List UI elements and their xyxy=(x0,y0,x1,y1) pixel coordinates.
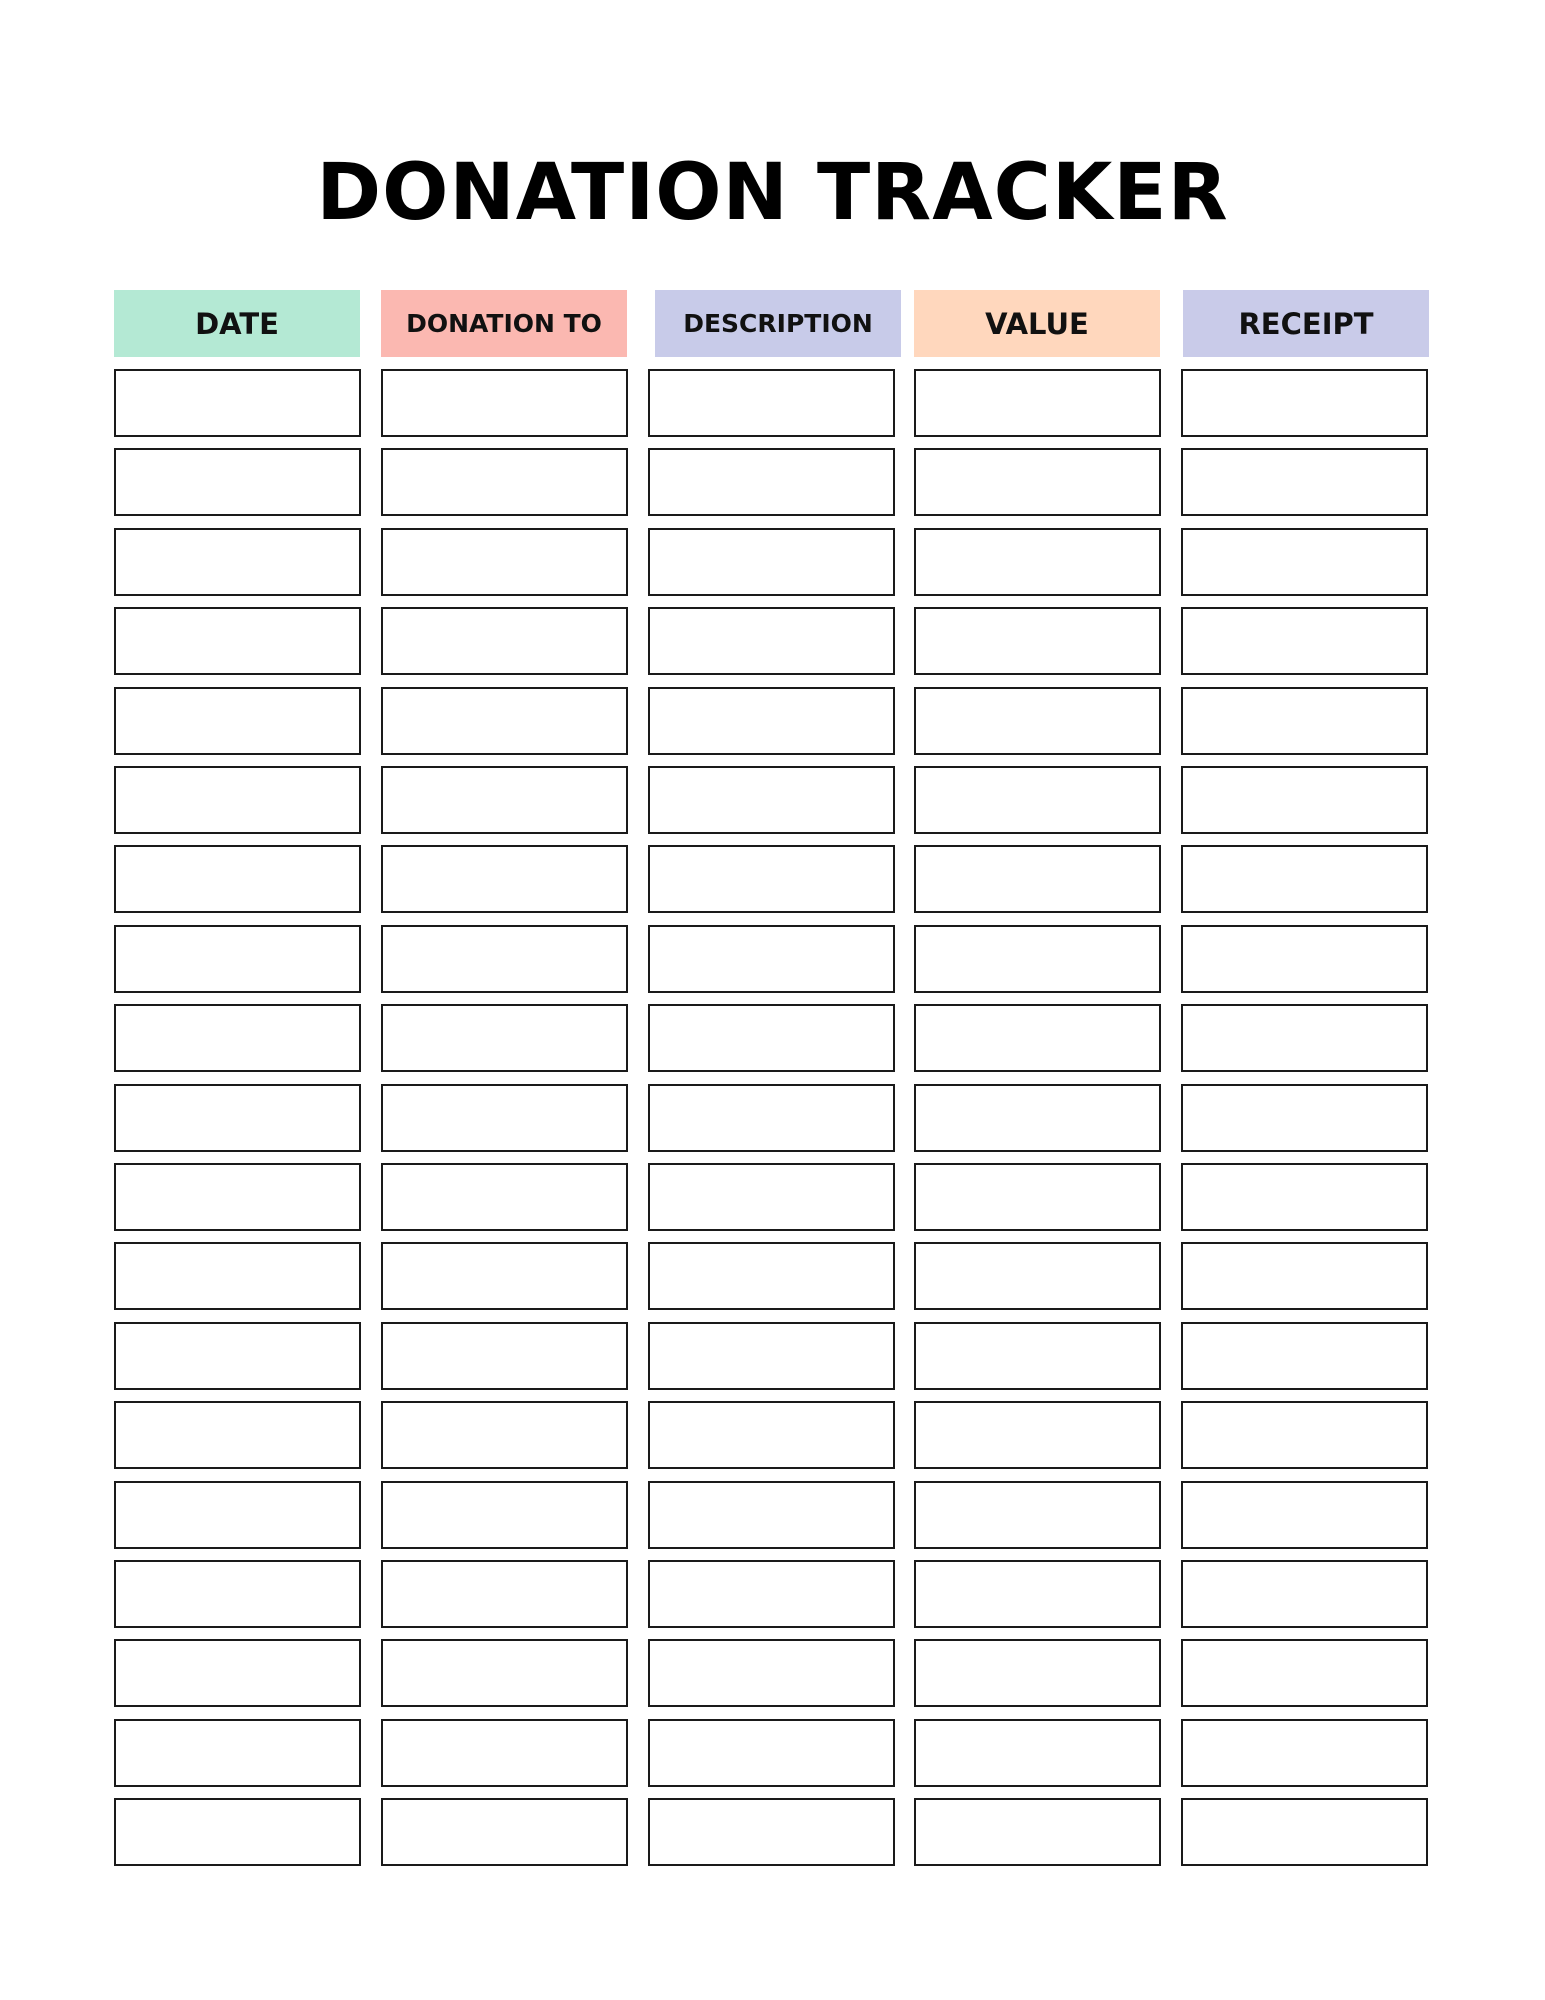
cell-receipt[interactable] xyxy=(1181,369,1428,437)
cell-receipt[interactable] xyxy=(1181,1084,1428,1152)
cell-value[interactable] xyxy=(914,845,1161,913)
cell-donation-to[interactable] xyxy=(381,1084,628,1152)
cell-date[interactable] xyxy=(114,448,361,516)
cell-value[interactable] xyxy=(914,369,1161,437)
cell-value[interactable] xyxy=(914,1719,1161,1787)
cell-value[interactable] xyxy=(914,925,1161,993)
column-header-date xyxy=(114,290,360,357)
cell-donation-to[interactable] xyxy=(381,369,628,437)
cell-value[interactable] xyxy=(914,1242,1161,1310)
cell-date[interactable] xyxy=(114,766,361,834)
cell-date[interactable] xyxy=(114,1481,361,1549)
cell-date[interactable] xyxy=(114,687,361,755)
cell-receipt[interactable] xyxy=(1181,1242,1428,1310)
cell-date[interactable] xyxy=(114,528,361,596)
cell-date[interactable] xyxy=(114,1639,361,1707)
cell-value[interactable] xyxy=(914,1481,1161,1549)
cell-value[interactable] xyxy=(914,1560,1161,1628)
cell-receipt[interactable] xyxy=(1181,1481,1428,1549)
cell-description[interactable] xyxy=(648,1242,895,1310)
cell-value[interactable] xyxy=(914,1639,1161,1707)
cell-receipt[interactable] xyxy=(1181,766,1428,834)
cell-donation-to[interactable] xyxy=(381,528,628,596)
cell-donation-to[interactable] xyxy=(381,1481,628,1549)
cell-date[interactable] xyxy=(114,1163,361,1231)
cell-receipt[interactable] xyxy=(1181,607,1428,675)
cell-value[interactable] xyxy=(914,1798,1161,1866)
cell-donation-to[interactable] xyxy=(381,687,628,755)
cell-description[interactable] xyxy=(648,1401,895,1469)
cell-date[interactable] xyxy=(114,1560,361,1628)
column-header-label: DONATION TO xyxy=(406,309,602,338)
cell-donation-to[interactable] xyxy=(381,1322,628,1390)
cell-receipt[interactable] xyxy=(1181,1004,1428,1072)
cell-description[interactable] xyxy=(648,845,895,913)
page-title: DONATION TRACKER xyxy=(316,148,1229,238)
cell-description[interactable] xyxy=(648,607,895,675)
cell-description[interactable] xyxy=(648,1639,895,1707)
column-header-label: DATE xyxy=(195,306,279,341)
cell-donation-to[interactable] xyxy=(381,1719,628,1787)
cell-receipt[interactable] xyxy=(1181,845,1428,913)
cell-receipt[interactable] xyxy=(1181,1560,1428,1628)
cell-description[interactable] xyxy=(648,766,895,834)
cell-donation-to[interactable] xyxy=(381,1163,628,1231)
cell-date[interactable] xyxy=(114,1242,361,1310)
cell-donation-to[interactable] xyxy=(381,1401,628,1469)
cell-value[interactable] xyxy=(914,607,1161,675)
cell-value[interactable] xyxy=(914,1163,1161,1231)
cell-value[interactable] xyxy=(914,448,1161,516)
cell-description[interactable] xyxy=(648,925,895,993)
cell-receipt[interactable] xyxy=(1181,448,1428,516)
cell-donation-to[interactable] xyxy=(381,1004,628,1072)
cell-value[interactable] xyxy=(914,1084,1161,1152)
cell-date[interactable] xyxy=(114,369,361,437)
cell-value[interactable] xyxy=(914,1004,1161,1072)
cell-receipt[interactable] xyxy=(1181,528,1428,596)
column-header-receipt xyxy=(1183,290,1429,357)
cell-receipt[interactable] xyxy=(1181,1322,1428,1390)
cell-donation-to[interactable] xyxy=(381,925,628,993)
column-header-label: VALUE xyxy=(985,306,1089,341)
cell-description[interactable] xyxy=(648,1798,895,1866)
cell-receipt[interactable] xyxy=(1181,1798,1428,1866)
cell-donation-to[interactable] xyxy=(381,1639,628,1707)
cell-receipt[interactable] xyxy=(1181,687,1428,755)
cell-donation-to[interactable] xyxy=(381,1798,628,1866)
cell-description[interactable] xyxy=(648,1163,895,1231)
cell-description[interactable] xyxy=(648,369,895,437)
cell-receipt[interactable] xyxy=(1181,1401,1428,1469)
cell-receipt[interactable] xyxy=(1181,925,1428,993)
cell-description[interactable] xyxy=(648,528,895,596)
cell-description[interactable] xyxy=(648,448,895,516)
cell-donation-to[interactable] xyxy=(381,607,628,675)
cell-description[interactable] xyxy=(648,687,895,755)
cell-description[interactable] xyxy=(648,1084,895,1152)
cell-donation-to[interactable] xyxy=(381,448,628,516)
column-header-label: RECEIPT xyxy=(1238,306,1374,341)
cell-donation-to[interactable] xyxy=(381,845,628,913)
cell-date[interactable] xyxy=(114,1004,361,1072)
cell-donation-to[interactable] xyxy=(381,1242,628,1310)
cell-description[interactable] xyxy=(648,1719,895,1787)
cell-date[interactable] xyxy=(114,1401,361,1469)
cell-date[interactable] xyxy=(114,1322,361,1390)
column-header-description xyxy=(655,290,901,357)
cell-description[interactable] xyxy=(648,1322,895,1390)
cell-donation-to[interactable] xyxy=(381,766,628,834)
cell-date[interactable] xyxy=(114,845,361,913)
cell-date[interactable] xyxy=(114,1798,361,1866)
column-header-donation-to xyxy=(381,290,627,357)
cell-date[interactable] xyxy=(114,1719,361,1787)
cell-value[interactable] xyxy=(914,1322,1161,1390)
cell-receipt[interactable] xyxy=(1181,1639,1428,1707)
cell-donation-to[interactable] xyxy=(381,1560,628,1628)
cell-receipt[interactable] xyxy=(1181,1719,1428,1787)
cell-description[interactable] xyxy=(648,1560,895,1628)
column-header-value xyxy=(914,290,1160,357)
cell-date[interactable] xyxy=(114,1084,361,1152)
cell-description[interactable] xyxy=(648,1481,895,1549)
cell-description[interactable] xyxy=(648,1004,895,1072)
column-header-label: DESCRIPTION xyxy=(683,309,873,338)
cell-value[interactable] xyxy=(914,1401,1161,1469)
cell-value[interactable] xyxy=(914,766,1161,834)
cell-receipt[interactable] xyxy=(1181,1163,1428,1231)
cell-value[interactable] xyxy=(914,528,1161,596)
cell-date[interactable] xyxy=(114,925,361,993)
cell-date[interactable] xyxy=(114,607,361,675)
cell-value[interactable] xyxy=(914,687,1161,755)
